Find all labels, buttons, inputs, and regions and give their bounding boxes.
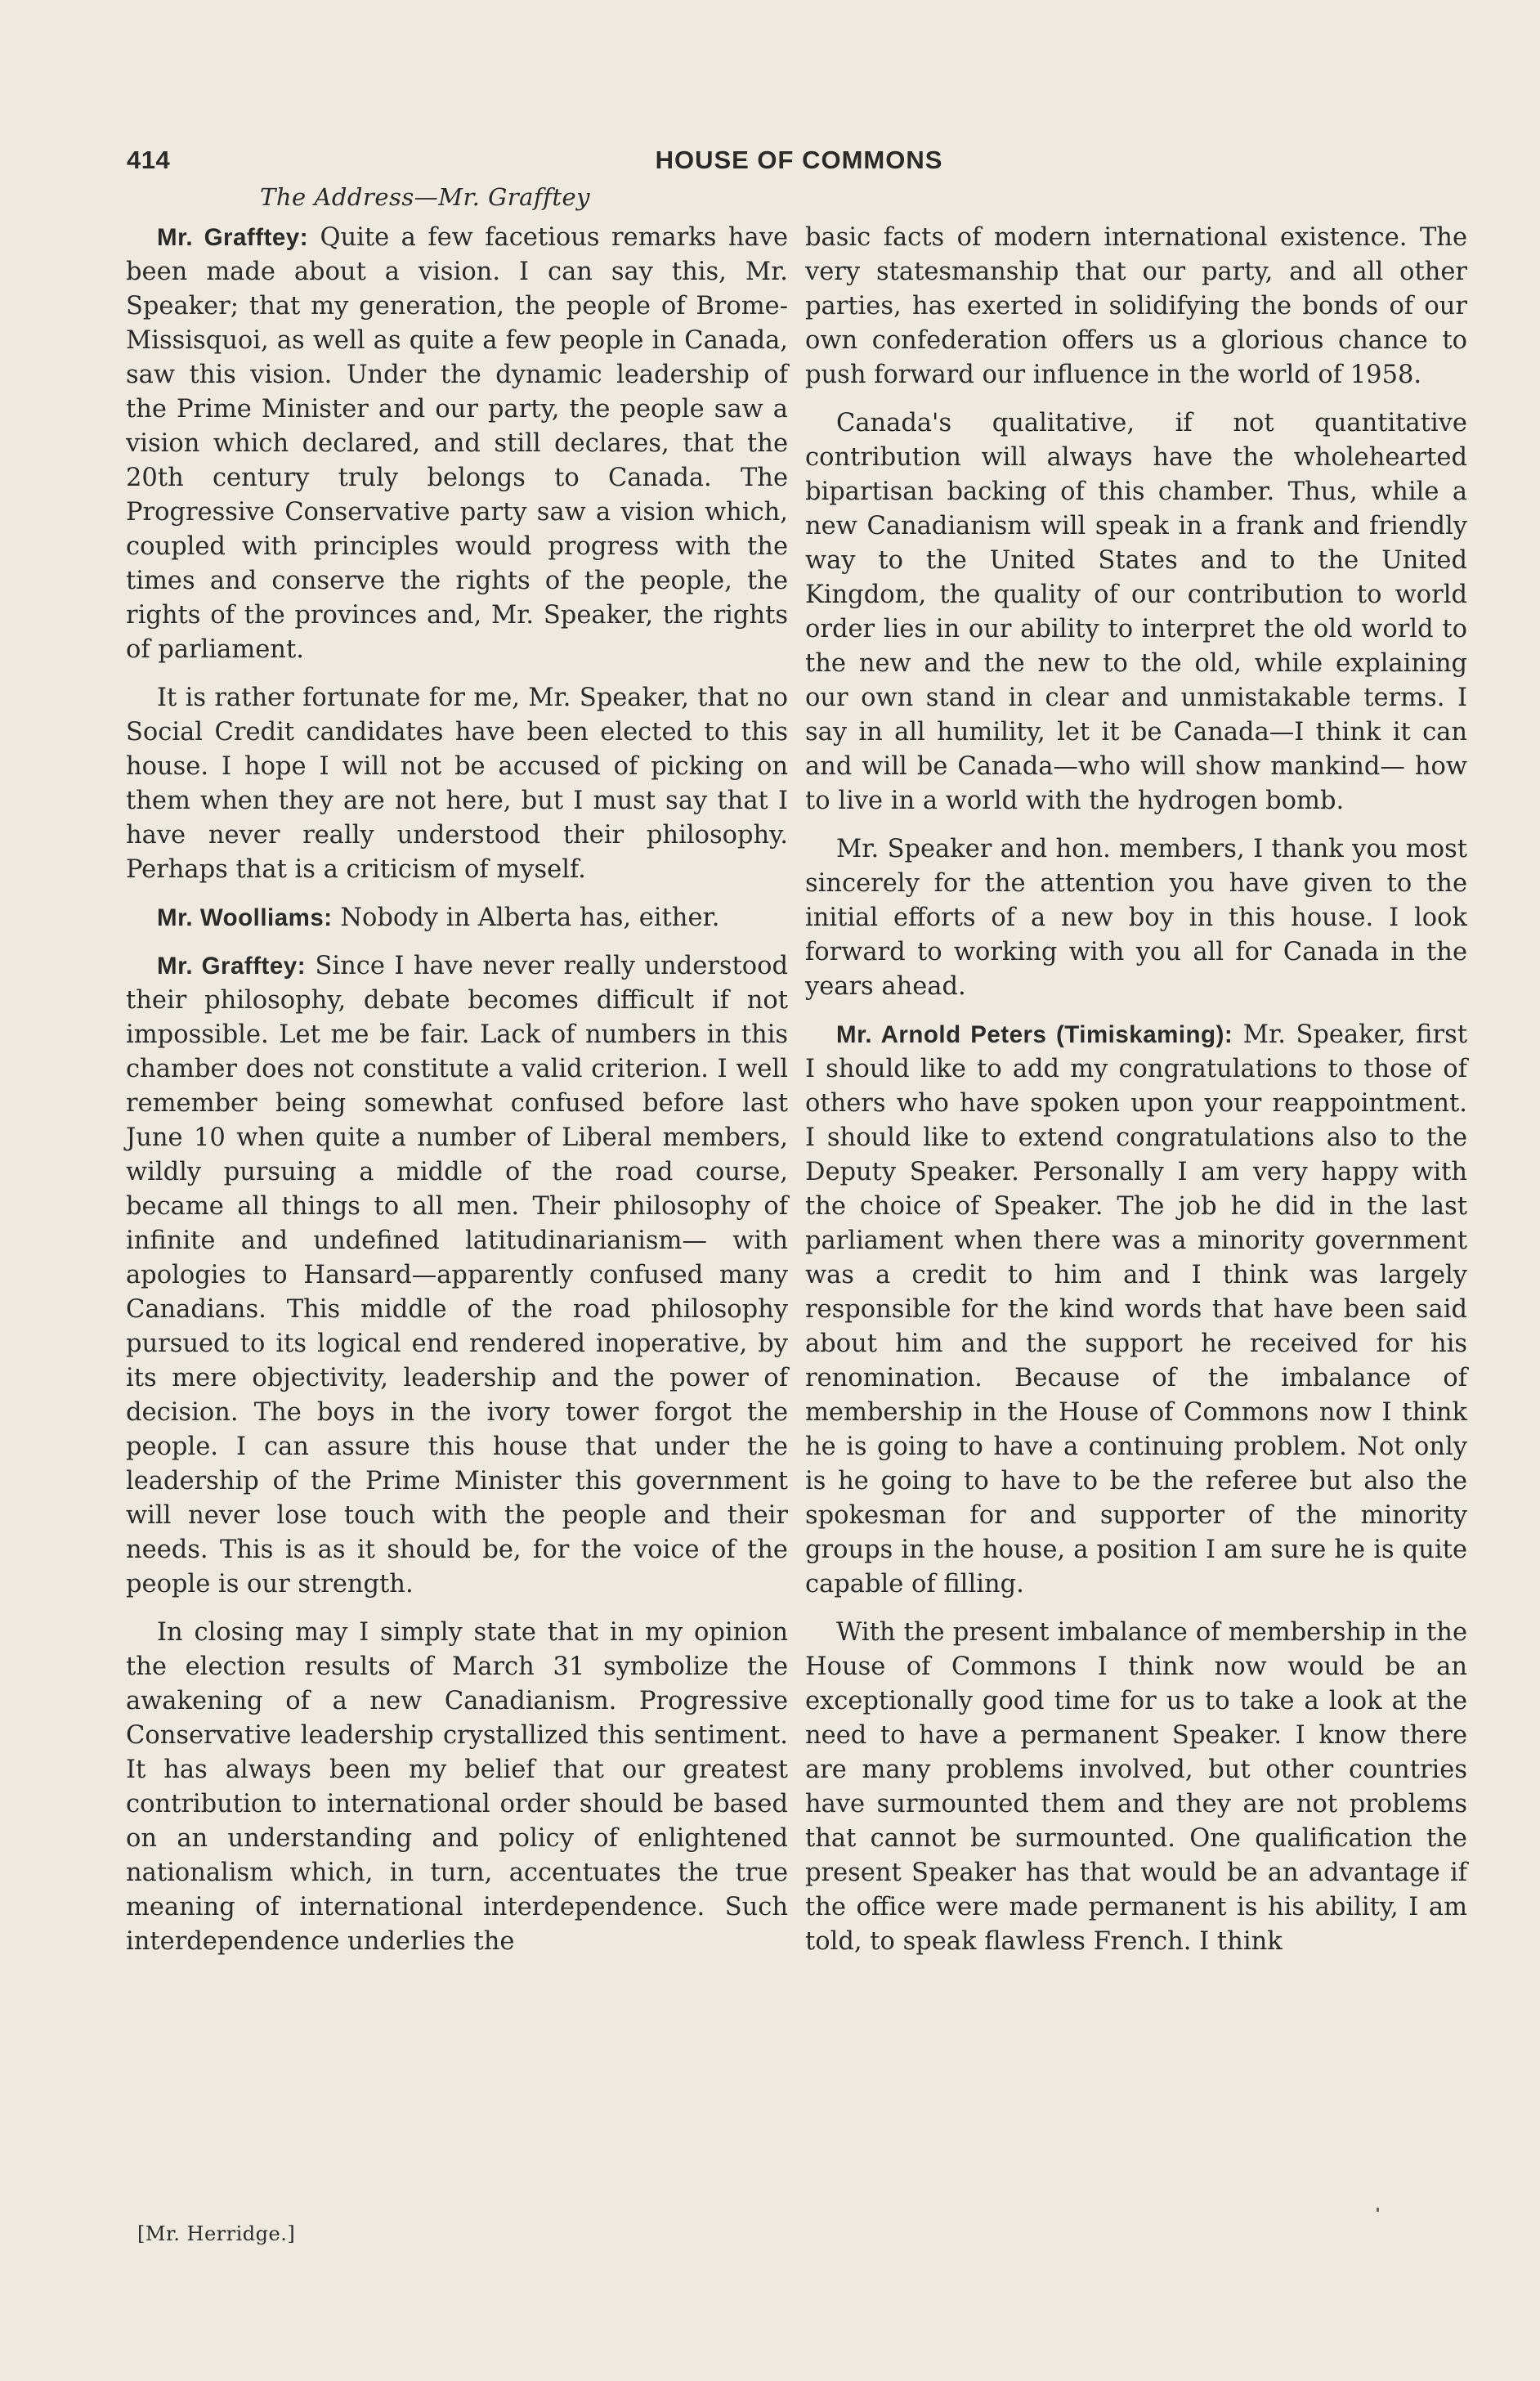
paragraph-text: Canada's qualitative, if not quantitative contribution will always have the wholehearted bipartisan backing of this chamber. Thus, while a new Canadianism will speak in a frank and friendly way to the United States and to the United Kingdom, the quality of our contribution to world order lies in our ability to interpret the old world to the new and the new to the old, while explaining our own stand in clear and unmistakable terms. I say in all humility, let it be Canada—I think it can and will be Canada—who will show mankind— how to live in a world with the hydrogen bomb.	[805, 409, 1467, 815]
paragraph	[126, 221, 788, 667]
paragraph-text: Quite a few facetious remarks have been made about a vision. I can say this, Mr. Speaker; that my generation, the people of Brome-Missisquoi, as well as quite a few people in Canada, saw this vision. Under the dynamic leadership of the Prime Minister and our party, the people saw a vision which declared, and still declares, that the 20th century truly belongs to Canada. The Progressive Conservative party saw a vision which, coupled with principles would progress with the times and conserve the rights of the people, the rights of the provinces and, Mr. Speaker, the rights of parliament.	[126, 223, 788, 664]
paragraph-text: In closing may I simply state that in my opinion the election results of March 31 symbolize the awakening of a new Canadianism. Progressive Conservative leadership crystallized this sentiment. It has always been my belief that our greatest contribution to international order should be based on an understanding and policy of enlightened nationalism which, in turn, accentuates the true meaning of international interdependence. Such interdependence underlies the	[126, 1618, 788, 1956]
page-number: 414	[127, 146, 171, 174]
speaker-name: Mr. Grafftey:	[157, 953, 307, 980]
speaker-name: Mr. Grafftey:	[157, 224, 309, 251]
paragraph-text: Since I have never really understood their philosophy, debate becomes difficult if not impossible. Let me be fair. Lack of numbers in this chamber does not constitute a valid criterion. I well remember being somewhat confused before last June 10 when quite a number of Liberal members, wildly pursuing a middle of the road course, became all things to all men. Their philosophy of infinite and undefined latitudinarianism— with apologies to Hansard—apparently confused many Canadians. This middle of the road philosophy pursued to its logical end rendered inoperative, by its mere objectivity, leadership and the power of decision. The boys in the ivory tower forgot the people. I can assure this house that under the leadership of the Prime Minister this government will never lose touch with the people and their needs. This is as it should be, for the voice of the people is our strength.	[126, 952, 788, 1599]
paragraph	[805, 406, 1467, 818]
paragraph	[805, 1616, 1467, 1959]
paragraph-continuation	[805, 221, 1467, 392]
paragraph	[805, 1018, 1467, 1602]
paragraph-text: Nobody in Alberta has, either.	[332, 904, 720, 932]
page-header	[127, 146, 1471, 183]
paragraph	[805, 832, 1467, 1004]
paragraph	[126, 901, 788, 935]
footer-reference: [Mr. Herridge.]	[137, 2222, 296, 2245]
paragraph-text: Mr. Speaker and hon. members, I thank you most sincerely for the attention you have given to the initial efforts of a new boy in this house. I look forward to working with you all for Canada in the years ahead.	[805, 835, 1467, 1001]
speaker-name: Mr. Woolliams:	[157, 904, 333, 931]
paragraph	[126, 1616, 788, 1959]
paragraph	[126, 949, 788, 1602]
print-speck	[1377, 2208, 1379, 2212]
paragraph	[126, 681, 788, 887]
left-column	[126, 221, 788, 1973]
speaker-name: Mr. Arnold Peters (Timiskaming):	[836, 1021, 1233, 1048]
paragraph-text: basic facts of modern international existence. The very statesmanship that our party, and all other parties, has exerted in solidifying the bonds of our own confederation offers us a glorious chance to push forward our influence in the world of 1958.	[805, 223, 1467, 389]
paragraph-text: It is rather fortunate for me, Mr. Speaker, that no Social Credit candidates have been elected to this house. I hope I will not be accused of picking on them when they are not here, but I must say that I have never really understood their philosophy. Perhaps that is a criticism of myself.	[126, 684, 788, 884]
running-head: HOUSE OF COMMONS	[655, 146, 943, 174]
paragraph-text: With the present imbalance of membership in the House of Commons I think now would be an exceptionally good time for us to take a look at the need to have a permanent Speaker. I know there are many problems involved, but other countries have surmounted them and they are not problems that cannot be surmounted. One qualification the present Speaker has that would be an advantage if the office were made permanent is his ability, I am told, to speak flawless French. I think	[805, 1618, 1467, 1956]
section-subhead: The Address—Mr. Grafftey	[260, 183, 591, 211]
right-column	[805, 221, 1467, 1973]
paragraph-text: Mr. Speaker, first I should like to add my congratulations to those of others who have spoken upon your reappointment. I should like to extend congratulations also to the Deputy Speaker. Personally I am very happy with the choice of Speaker. The job he did in the last parliament when there was a minority government was a credit to him and I think was largely responsible for the kind words that have been said about him and the support he received for his renomination. Because of the imbalance of membership in the House of Commons now I think he is going to have a continuing problem. Not only is he going to have to be the referee but also the spokesman for and supporter of the minority groups in the house, a position I am sure he is quite capable of filling.	[805, 1020, 1467, 1599]
